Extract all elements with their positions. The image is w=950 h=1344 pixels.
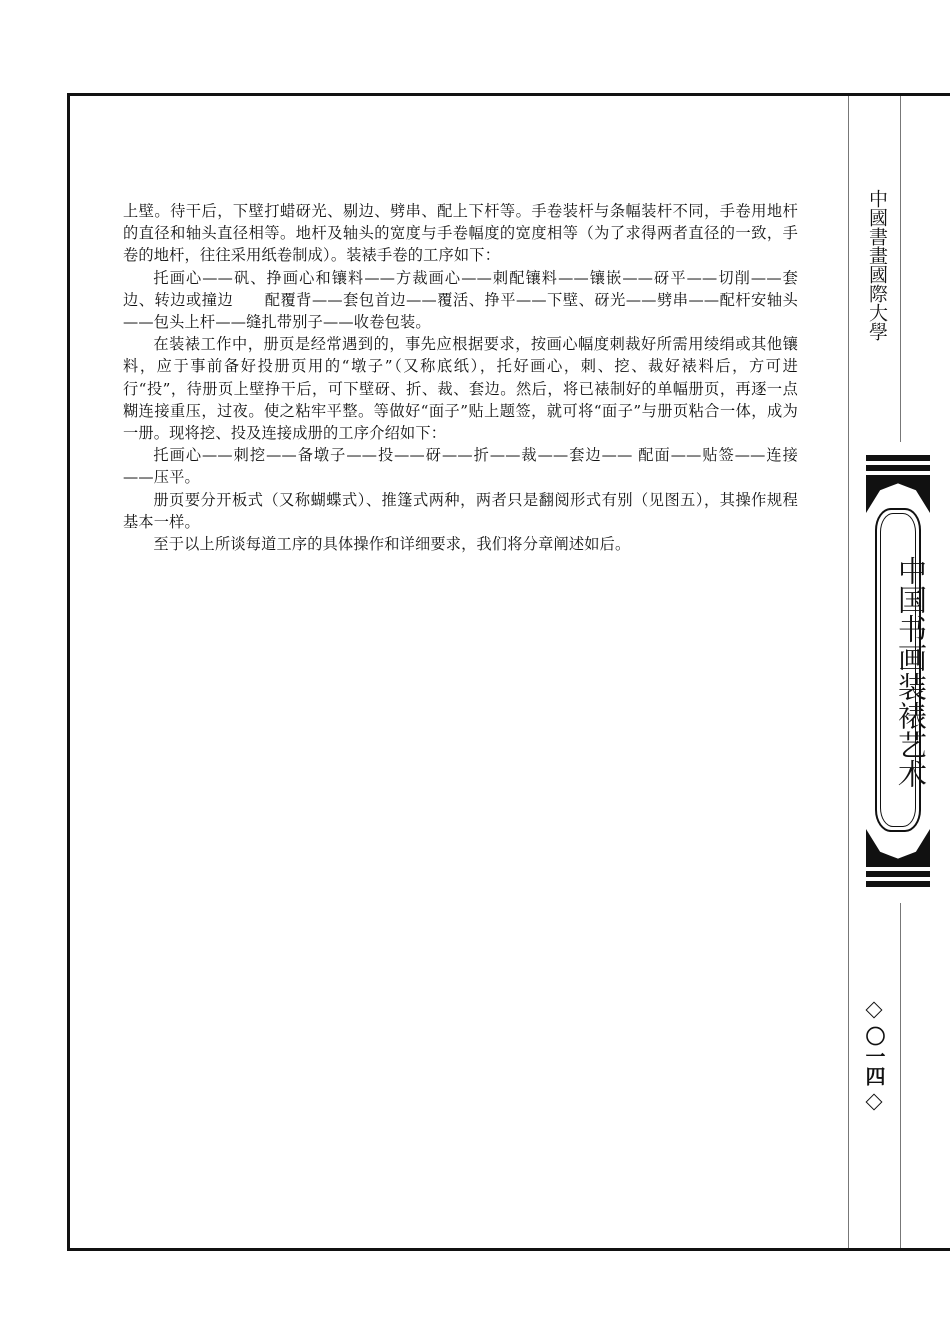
sidebar-rule-lower bbox=[900, 903, 901, 1248]
sidebar-rule bbox=[848, 96, 849, 1248]
paragraph-6: 至于以上所谈每道工序的具体操作和详细要求，我们将分章阐述如后。 bbox=[153, 535, 631, 554]
paragraph-5: 册页要分开板式（又称蝴蝶式）、推篷式两种，两者只是翻阅形式有别（见图五），其操作规程基本一样。 bbox=[123, 490, 798, 531]
page-number-block bbox=[857, 1004, 891, 1108]
book-title-label bbox=[866, 455, 930, 887]
paragraph-4: 托画心——刺挖——备墩子——投——砑——折——裁——套边—— 配面——贴签——连接——压平。 bbox=[123, 446, 798, 487]
ornament-bar bbox=[866, 871, 930, 877]
ornament-bar bbox=[866, 881, 930, 887]
diamond-icon bbox=[866, 1002, 883, 1019]
book-title: 中国书画装裱艺术 bbox=[894, 556, 928, 788]
ornament-bar bbox=[866, 465, 930, 471]
paragraph-3: 在装裱工作中，册页是经常遇到的，事先应根据要求，按画心幅度刺裁好所需用绫绢或其他镶料，应于事前备好投册页用的“墩子”（又称底纸），托好画心，刺、挖、裁好裱料后，方可进行“投”，待册页上壁挣干后，可下壁砑、折、裁、套边。然后，将已裱制好的单幅册页，再逐一点糊连接重压，过夜。使之粘牢平整。等做好“面子”贴上题签，就可将“面子”与册页粘合一体，成为一册。现将挖、投及连接成册的工序介绍如下： bbox=[123, 335, 798, 443]
university-name: 中國書畫國際大學 bbox=[866, 189, 888, 341]
sidebar-rule-upper bbox=[900, 96, 901, 442]
diamond-icon bbox=[866, 1094, 883, 1111]
paragraph-2: 托画心——矾、挣画心和镶料——方裁画心——刺配镶料——镶嵌——砑平——切削——套边、转边或撞边 配覆背——套包首边——覆活、挣平——下壁、砑光——劈串——配杆安轴头——包头上杆——缝扎带别子——收卷包装。 bbox=[123, 268, 798, 332]
paragraph-1: 上壁。待干后，下壁打蜡砑光、剔边、劈串、配上下杆等。手卷装杆与条幅装杆不同，手卷用地杆的直径和轴头直径相等。地杆及轴头的宽度与手卷幅度的宽度相等（为了求得两者直径的一致，手卷的地杆，往往采用纸卷制成）。装裱手卷的工序如下： bbox=[123, 202, 798, 265]
ornament-cap-bottom bbox=[866, 829, 930, 867]
ornament-bar bbox=[866, 455, 930, 461]
page-number: 〇一四 bbox=[862, 1026, 886, 1086]
body-text bbox=[123, 200, 798, 555]
